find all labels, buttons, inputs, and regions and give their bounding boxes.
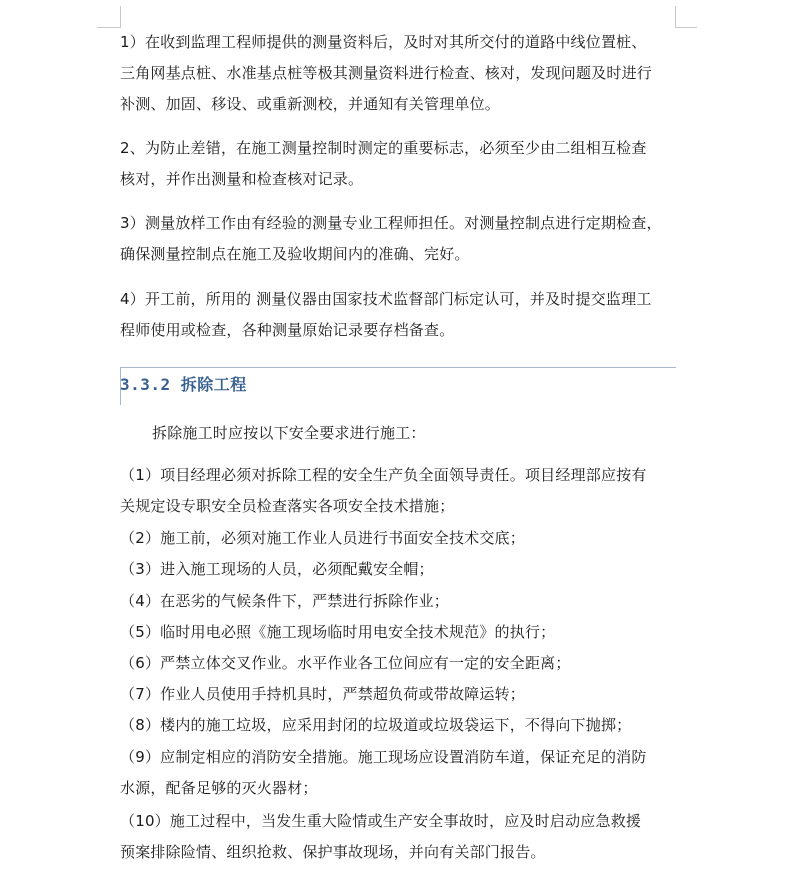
text-line: （5）临时用电必照《施工现场临时用电安全技术规范》的执行； xyxy=(120,623,556,641)
paragraph-2 xyxy=(120,133,676,195)
text-line: 3）测量放样工作由有经验的测量专业工程师担任。对测量控制点进行定期检查， xyxy=(120,214,662,232)
text-line: 核对，并作出测量和检查核对记录。 xyxy=(120,170,364,188)
paragraph-4 xyxy=(120,284,676,346)
list-item xyxy=(120,710,680,741)
list-item xyxy=(120,617,680,648)
text-line: 关规定设专职安全员检查落实各项安全技术措施； xyxy=(120,497,455,515)
page-corner-mark-top-left xyxy=(120,6,121,28)
section-heading: 3.3.2 拆除工程 xyxy=(120,375,247,394)
heading-rule xyxy=(120,367,676,368)
page-corner-mark-top-right xyxy=(675,6,676,28)
list-item xyxy=(120,742,680,804)
page-corner-mark-top-right-h xyxy=(675,27,697,28)
text-line: 补测、加固、移设、或重新测校，并通知有关管理单位。 xyxy=(120,95,501,113)
list-item xyxy=(120,460,680,522)
section-intro: 拆除施工时应按以下安全要求进行施工： xyxy=(152,424,426,442)
text-line: 程师使用或检查，各种测量原始记录要存档备查。 xyxy=(120,321,455,339)
text-line: 三角网基点桩、水准基点桩等极其测量资料进行检查、核对，发现问题及时进行 xyxy=(120,64,653,82)
list-item xyxy=(120,554,680,585)
paragraph-3 xyxy=(120,208,676,270)
text-line: 4）开工前，所用的 测量仪器由国家技术监督部门标定认可，并及时提交监理工 xyxy=(120,290,652,308)
list-item xyxy=(120,806,680,868)
list-item xyxy=(120,523,680,554)
text-line: （2）施工前，必须对施工作业人员进行书面安全技术交底； xyxy=(120,529,525,547)
text-line: 2、为防止差错，在施工测量控制时测定的重要标志，必须至少由二组相互检查 xyxy=(120,139,647,157)
text-line: 预案排除险情、组织抢救、保护事故现场，并向有关部门报告。 xyxy=(120,843,546,861)
text-line: 水源，配备足够的灭火器材； xyxy=(120,779,318,797)
text-line: （4）在恶劣的气候条件下，严禁进行拆除作业； xyxy=(120,592,449,610)
text-line: 1）在收到监理工程师提供的测量资料后，及时对其所交付的道路中线位置桩、 xyxy=(120,33,647,51)
list-item xyxy=(120,679,680,710)
text-line: （7）作业人员使用手持机具时，严禁超负荷或带故障运转； xyxy=(120,685,525,703)
text-line: （1）项目经理必须对拆除工程的安全生产负全面领导责任。项目经理部应按有 xyxy=(120,466,647,484)
text-line: （8）楼内的施工垃圾，应采用封闭的垃圾道或垃圾袋运下，不得向下抛掷； xyxy=(120,716,632,734)
list-item xyxy=(120,586,680,617)
text-line: （6）严禁立体交叉作业。水平作业各工位间应有一定的安全距离； xyxy=(120,654,571,672)
text-line: （10）施工过程中，当发生重大险情或生产安全事故时，应及时启动应急救援 xyxy=(120,812,642,830)
text-line: （9）应制定相应的消防安全措施。施工现场应设置消防车道，保证充足的消防 xyxy=(120,748,647,766)
text-line: 确保测量控制点在施工及验收期间内的准确、完好。 xyxy=(120,245,470,263)
text-line: （3）进入施工现场的人员，必须配戴安全帽； xyxy=(120,560,434,578)
list-item xyxy=(120,648,680,679)
page-corner-mark-top-left-h xyxy=(97,27,120,28)
paragraph-1 xyxy=(120,27,676,120)
